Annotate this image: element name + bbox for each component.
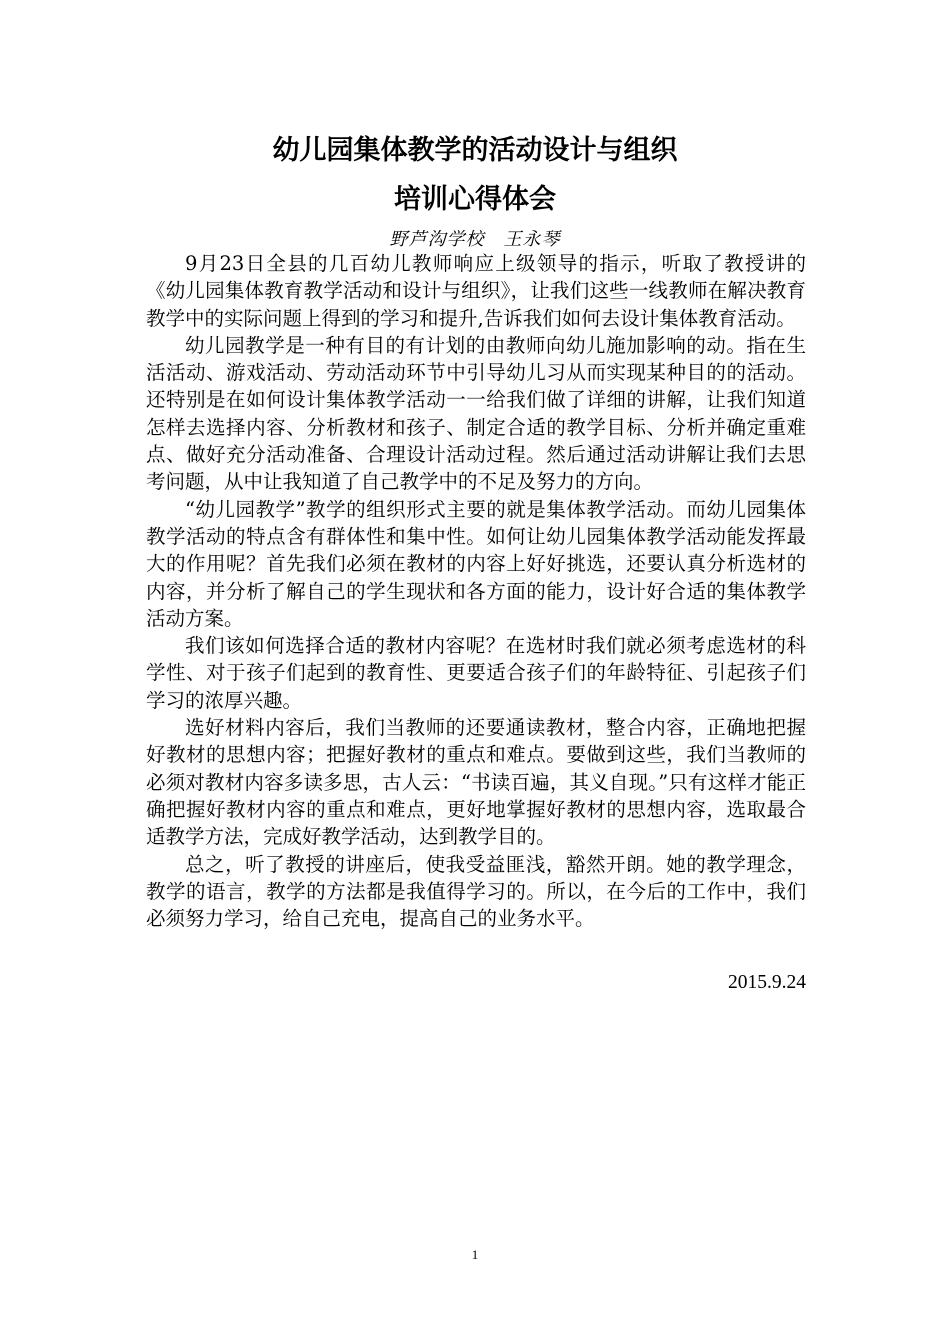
- document-subtitle: 培训心得体会: [394, 184, 556, 215]
- paragraph: 我们该如何选择合适的教材内容呢？在选材时我们就必须考虑选材的科学性、对于孩子们起到的教育性、更要适合孩子们的年龄特征、引起孩子们学习的浓厚兴趣。: [146, 634, 806, 712]
- paragraph: 9月23日全县的几百幼儿教师响应上级领导的指示，听取了教授讲的《幼儿园集体教育教学活动和设计与组织》，让我们这些一线教师在解决教育教学中的实际问题上得到的学习和提升,告诉我们如何去设计集体教育活动。: [146, 252, 806, 330]
- paragraph: 总之，听了教授的讲座后，使我受益匪浅，豁然开朗。她的教学理念，教学的语言，教学的方法都是我值得学习的。所以，在今后的工作中，我们必须努力学习，给自己充电，提高自己的业务水平。: [146, 852, 806, 931]
- page-number: 1: [471, 1247, 479, 1262]
- document-title: 幼儿园集体教学的活动设计与组织: [272, 135, 678, 166]
- author-line: 野芦沟学校 王永琴: [389, 229, 561, 250]
- paragraph: 幼儿园教学是一种有目的有计划的由教师向幼儿施加影响的动。指在生活活动、游戏活动、劳动活动环节中引导幼儿习从而实现某种目的的活动。还特别是在如何设计集体教学活动一一给我们做了详细的讲解，让我们知道怎样去选择内容、分析教材和孩子、制定合适的教学目标、分析并确定重难点、做好充分活动准备、合理设计活动过程。然后通过活动讲解让我们去思考问题，从中让我知道了自己教学中的不足及努力的方向。: [146, 333, 806, 494]
- paragraph: 选好材料内容后，我们当教师的还要通读教材，整合内容，正确地把握好教材的思想内容；把握好教材的重点和难点。要做到这些，我们当教师的必须对教材内容多读多思，古人云：“书读百遍，其义自现。”只有这样才能正确把握好教材内容的重点和难点，更好地掌握好教材的思想内容，选取最合适教学方法，完成好教学活动，达到教学目的。: [146, 716, 806, 849]
- document-body: [146, 250, 806, 932]
- document-date: 2015.9.24: [728, 972, 806, 993]
- paragraph: “幼儿园教学”教学的组织形式主要的就是集体教学活动。而幼儿园集体教学活动的特点含有群体性和集中性。如何让幼儿园集体教学活动能发挥最大的作用呢？首先我们必须在教材的内容上好好挑选，还要认真分析选材的内容，并分析了解自己的学生现状和各方面的能力，设计好合适的集体教学活动方案。: [146, 497, 806, 630]
